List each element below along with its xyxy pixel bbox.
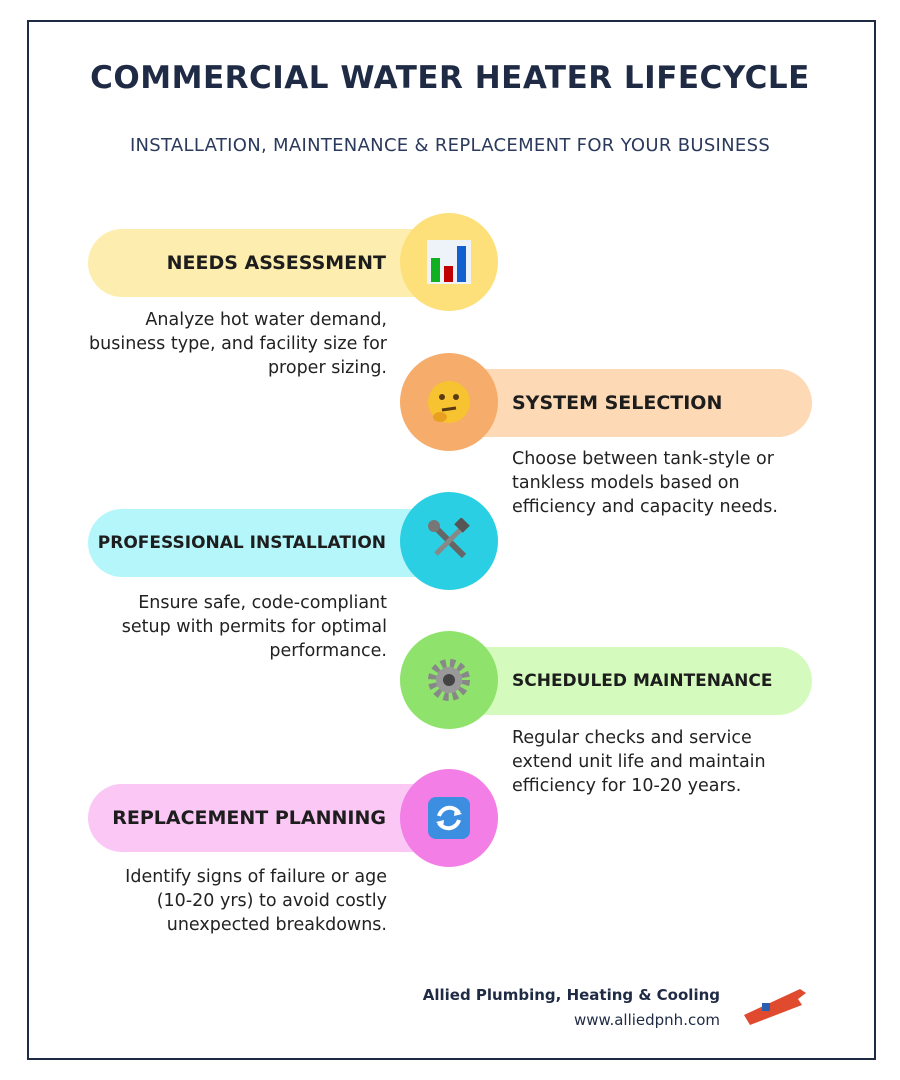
- step-description: Regular checks and service extend unit life and maintain efficiency for 10-20 years.: [512, 728, 766, 796]
- bar-chart-icon: [400, 213, 498, 311]
- company-name: Allied Plumbing, Heating & Cooling: [422, 986, 720, 1004]
- step-label: NEEDS ASSESSMENT: [166, 252, 386, 274]
- company-url[interactable]: www.alliedpnh.com: [574, 1011, 720, 1029]
- step-description: Analyze hot water demand, business type, and facility size for proper sizing.: [89, 310, 387, 378]
- company-logo: [740, 985, 808, 1031]
- gear-icon: [400, 631, 498, 729]
- step-description: Ensure safe, code-compliant setup with permits for optimal performance.: [121, 593, 387, 661]
- tools-icon: [400, 492, 498, 590]
- page-title: COMMERCIAL WATER HEATER LIFECYCLE: [90, 60, 810, 96]
- page-subtitle: INSTALLATION, MAINTENANCE & REPLACEMENT FOR YOUR BUSINESS: [129, 135, 771, 156]
- thinking-face-icon: [400, 353, 498, 451]
- step-description: Identify signs of failure or age (10-20 yrs) to avoid costly unexpected breakdowns.: [125, 867, 387, 935]
- step-label: SYSTEM SELECTION: [512, 392, 723, 414]
- step-label: REPLACEMENT PLANNING: [112, 807, 386, 829]
- refresh-icon: [400, 769, 498, 867]
- step-label: PROFESSIONAL INSTALLATION: [97, 533, 386, 553]
- step-description: Choose between tank-style or tankless models based on efficiency and capacity needs.: [512, 449, 778, 517]
- step-label: SCHEDULED MAINTENANCE: [512, 671, 773, 691]
